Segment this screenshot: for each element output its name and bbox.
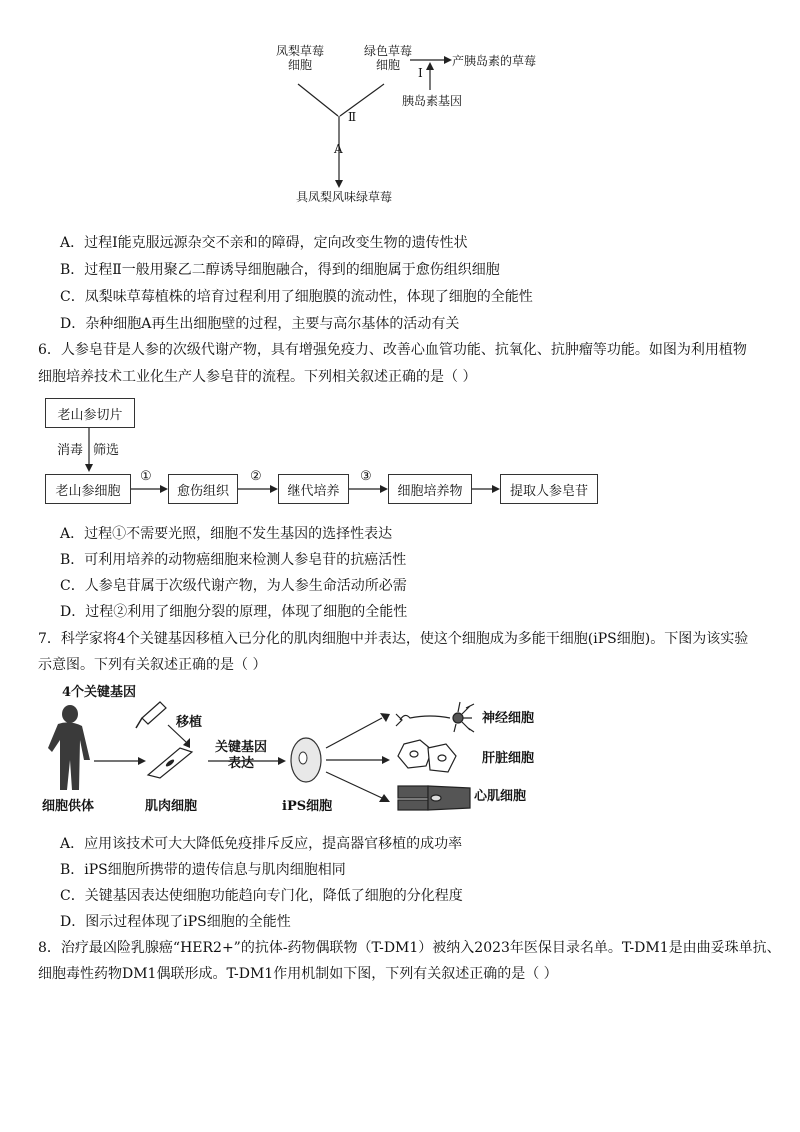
- q8-stem-line2: 细胞毒性药物DM1偶联形成。T-DM1作用机制如下图，下列有关叙述正确的是（ ）: [38, 966, 558, 982]
- fig5-cell-b-line2: 细胞: [375, 58, 400, 72]
- liver-cells: [398, 740, 456, 772]
- q7-label-transplant: 移植: [176, 715, 203, 730]
- q7-label-donor: 细胞供体: [42, 799, 95, 814]
- q6-option-c: C．人参皂苷属于次级代谢产物，为人参生命活动所必需: [60, 578, 407, 594]
- q6-step-1: ①: [140, 469, 152, 484]
- q5-option-a: A．过程Ⅰ能克服远源杂交不亲和的障碍，定向改变生物的遗传性状: [60, 235, 468, 251]
- q7-label-expression-line2: 表达: [227, 756, 254, 771]
- fig5-gene: 胰岛素基因: [402, 94, 463, 108]
- fig5-cell-a-line2: 细胞: [287, 58, 312, 72]
- pipette: [136, 702, 166, 728]
- q6-step-2: ②: [250, 469, 262, 484]
- q7-label-liver: 肝脏细胞: [482, 751, 535, 766]
- q7-label-ips: iPS细胞: [282, 799, 333, 814]
- q6-label-disinfect: 消毒: [57, 443, 84, 458]
- q7-option-a: A．应用该技术可大大降低免疫排斥反应，提高器官移植的成功率: [60, 836, 463, 852]
- q6-box-subculture: 继代培养: [278, 474, 349, 504]
- q8-stem-line1: 8．治疗最凶险乳腺癌“HER2+”的抗体-药物偶联物（T-DM1）被纳入2023年医保目录名单。T-DM1是由曲妥珠单抗、: [38, 940, 781, 956]
- q7-option-c: C．关键基因表达使细胞功能趋向专门化，降低了细胞的分化程度: [60, 888, 463, 904]
- fig5-hybrid-a: A: [334, 142, 343, 156]
- q7-label-heart: 心肌细胞: [474, 789, 527, 804]
- q7-label-expression: [212, 740, 270, 772]
- fig5-cell-a-line1: 凤梨草莓: [275, 44, 324, 58]
- q6-option-a: A．过程①不需要光照，细胞不发生基因的选择性表达: [60, 526, 393, 542]
- neuron-cell: [396, 702, 474, 732]
- q6-stem-line2: 细胞培养技术工业化生产人参皂苷的流程。下列相关叙述正确的是（ ）: [38, 369, 477, 385]
- q7-stem-line1: 7．科学家将4个关键基因移植入已分化的肌肉细胞中并表达，使这个细胞成为多能干细胞(iPS细胞)。下图为该实验: [38, 631, 749, 647]
- fig5-roman-2: Ⅱ: [348, 110, 357, 124]
- cardiac-cells: [398, 786, 470, 810]
- fig5-roman-1: Ⅰ: [418, 66, 423, 80]
- q5-option-b: B．过程Ⅱ一般用聚乙二醇诱导细胞融合，得到的细胞属于愈伤组织细胞: [60, 262, 500, 278]
- donor-silhouette: [48, 705, 90, 790]
- q7-label-genes: 4个关键基因: [62, 685, 137, 700]
- q6-box-callus: 愈伤组织: [168, 474, 238, 504]
- q6-step-3: ③: [360, 469, 372, 484]
- fig5-cell-b-line1: 绿色草莓: [363, 44, 412, 58]
- q6-box-slice: 老山参切片: [45, 398, 135, 428]
- q6-box-culture: 细胞培养物: [388, 474, 472, 504]
- q5-option-d: D．杂种细胞A再生出细胞壁的过程，主要与高尔基体的活动有关: [60, 316, 460, 332]
- q7-option-d: D．图示过程体现了iPS细胞的全能性: [60, 914, 291, 930]
- q6-stem-line1: 6．人参皂苷是人参的次级代谢产物，具有增强免疫力、改善心血管功能、抗氧化、抗肿瘤等功能。如图为利用植物: [38, 342, 747, 358]
- q6-box-cells: 老山参细胞: [45, 474, 131, 504]
- q6-option-d: D．过程②利用了细胞分裂的原理，体现了细胞的全能性: [60, 604, 408, 620]
- q6-label-screen: 筛选: [93, 443, 120, 458]
- q6-option-b: B．可利用培养的动物癌细胞来检测人参皂苷的抗癌活性: [60, 552, 407, 568]
- q7-label-expression-line1: 关键基因: [214, 740, 267, 755]
- q7-stem-line2: 示意图。下列有关叙述正确的是（ ）: [38, 657, 267, 673]
- q7-option-b: B．iPS细胞所携带的遗传信息与肌肉细胞相同: [60, 862, 346, 878]
- q5-option-c: C．凤梨味草莓植株的培育过程利用了细胞膜的流动性，体现了细胞的全能性: [60, 289, 533, 305]
- fig5-result: 具凤梨风味绿草莓: [296, 190, 393, 204]
- q7-label-nerve: 神经细胞: [482, 711, 535, 726]
- fig5-product: 产胰岛素的草莓: [452, 54, 537, 68]
- q6-box-extract: 提取人参皂苷: [500, 474, 598, 504]
- q7-label-muscle: 肌肉细胞: [145, 799, 198, 814]
